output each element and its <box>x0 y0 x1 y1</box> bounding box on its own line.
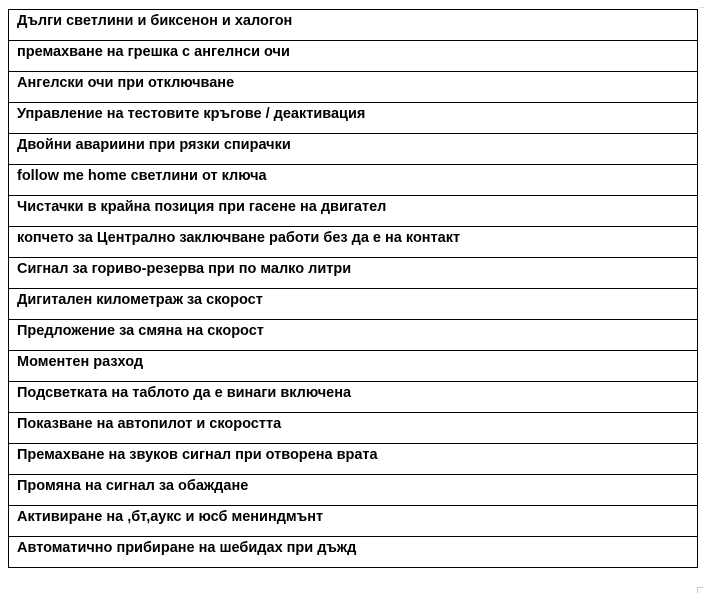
row-label: Дигитален километраж за скорост <box>17 292 263 308</box>
table-cell <box>9 320 698 351</box>
row-label: Чистачки в крайна позиция при гасене на двигател <box>17 199 387 215</box>
table-row <box>9 227 698 258</box>
table-cell <box>9 444 698 475</box>
table-row <box>9 537 698 568</box>
table-row <box>9 382 698 413</box>
row-label: Сигнал за гориво-резерва при по малко литри <box>17 261 352 277</box>
table-row <box>9 444 698 475</box>
table-row <box>9 41 698 72</box>
row-label: Показване на автопилот и скоростта <box>17 416 282 432</box>
table-cell <box>9 10 698 41</box>
row-label: Управление на тестовите кръгове / деактивация <box>17 106 366 122</box>
table-row <box>9 165 698 196</box>
table-resize-handle-icon[interactable] <box>697 587 703 593</box>
row-label: Автоматично прибиране на шебидах при дъжд <box>17 540 357 556</box>
row-label: Двойни авариини при рязки спирачки <box>17 137 291 153</box>
table-cell <box>9 413 698 444</box>
row-label: Моментен разход <box>17 354 144 370</box>
table-row <box>9 289 698 320</box>
row-label: Ангелски очи при отключване <box>17 75 235 91</box>
row-label: follow me home светлини от ключа <box>17 168 267 184</box>
row-label: Дълги светлини и биксенон и халогон <box>17 13 293 29</box>
table-cell <box>9 475 698 506</box>
features-table <box>8 9 698 568</box>
row-label: копчето за Централно заключване работи без да е на контакт <box>17 230 461 246</box>
table-row <box>9 506 698 537</box>
table-cell <box>9 165 698 196</box>
table-cell <box>9 382 698 413</box>
table-cell <box>9 506 698 537</box>
table-row <box>9 103 698 134</box>
table-row <box>9 196 698 227</box>
row-label: Предложение за смяна на скорост <box>17 323 264 339</box>
row-label: премахване на грешка с ангелнси очи <box>17 44 290 60</box>
table-cell <box>9 289 698 320</box>
table-row <box>9 351 698 382</box>
table-row <box>9 475 698 506</box>
table-cell <box>9 537 698 568</box>
row-label: Подсветката на таблото да е винаги включена <box>17 385 352 401</box>
table-row <box>9 10 698 41</box>
table-cell <box>9 227 698 258</box>
row-label: Промяна на сигнал за обаждане <box>17 478 249 494</box>
table-cell <box>9 351 698 382</box>
table-cell <box>9 196 698 227</box>
table-row <box>9 258 698 289</box>
table-cell <box>9 103 698 134</box>
table-row <box>9 72 698 103</box>
table-row <box>9 320 698 351</box>
table-cell <box>9 41 698 72</box>
row-label: Активиране на ,бт,аукс и юсб мениндмънт <box>17 509 324 525</box>
table-cell <box>9 72 698 103</box>
table-move-handle-icon[interactable] <box>699 7 704 13</box>
table-row <box>9 413 698 444</box>
table-cell <box>9 134 698 165</box>
row-label: Премахване на звуков сигнал при отворена врата <box>17 447 378 463</box>
table-cell <box>9 258 698 289</box>
table-row <box>9 134 698 165</box>
